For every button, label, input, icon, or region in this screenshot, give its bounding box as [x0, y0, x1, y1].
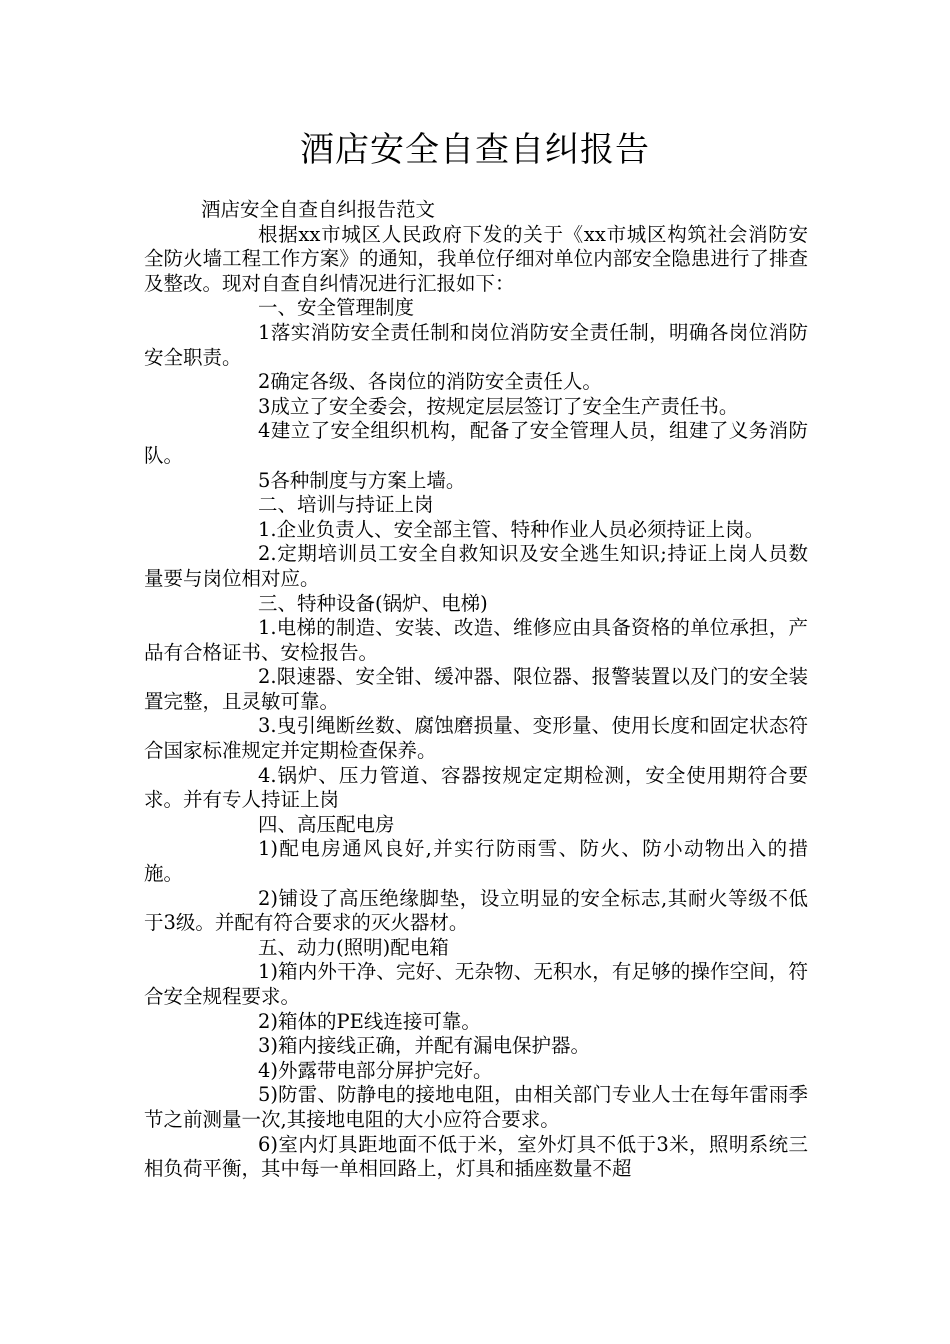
paragraph-item: 1.电梯的制造、安装、改造、维修应由具备资格的单位承担，产品有合格证书、安检报告。 — [144, 616, 808, 664]
section-heading-1: 一、安全管理制度 — [258, 296, 415, 320]
paragraph-item: 4.锅炉、压力管道、容器按规定定期检测，安全使用期符合要求。并有专人持证上岗 — [144, 763, 808, 812]
paragraph-item: 3成立了安全委会，按规定层层签订了安全生产责任书。 — [258, 394, 739, 418]
paragraph-item: 5各种制度与方案上墙。 — [258, 468, 466, 492]
section-heading-2: 二、培训与持证上岗 — [258, 493, 434, 517]
paragraph-item: 2.限速器、安全钳、缓冲器、限位器、报警装置以及门的安全装置完整，且灵敏可靠。 — [144, 665, 808, 713]
paragraph-item: 1)配电房通风良好,并实行防雨雪、防火、防小动物出入的措施。 — [144, 837, 808, 886]
paragraph-item: 2.定期培训员工安全自救知识及安全逃生知识;持证上岗人员数量要与岗位相对应。 — [144, 542, 808, 590]
paragraph-item: 1落实消防安全责任制和岗位消防安全责任制，明确各岗位消防安全职责。 — [144, 320, 808, 369]
paragraph-item: 5)防雷、防静电的接地电阻，由相关部门专业人士在每年雷雨季节之前测量一次,其接地电阻的大小应符合要求。 — [144, 1083, 808, 1131]
paragraph-item: 1.企业负责人、安全部主管、特种作业人员必须持证上岗。 — [258, 517, 765, 541]
document-body — [144, 198, 808, 1182]
document-subtitle: 酒店安全自查自纠报告范文 — [201, 198, 436, 221]
section-heading-5: 五、动力(照明)配电箱 — [258, 935, 449, 959]
paragraph-item: 3.曳引绳断丝数、腐蚀磨损量、变形量、使用长度和固定状态符合国家标准规定并定期检查保养。 — [144, 714, 808, 763]
document-title: 酒店安全自查自纠报告 — [300, 130, 650, 170]
paragraph-intro: 根据xx市城区人民政府下发的关于《xx市城区构筑社会消防安全防火墙工程工作方案》的通知，我单位仔细对单位内部安全隐患进行了排查及整改。现对自查自纠情况进行汇报如下： — [144, 222, 808, 295]
paragraph-item: 4)外露带电部分屏护完好。 — [258, 1058, 493, 1082]
section-heading-3: 三、特种设备(锅炉、电梯) — [258, 591, 488, 615]
section-heading-4: 四、高压配电房 — [258, 812, 395, 836]
paragraph-item: 2)铺设了高压绝缘脚垫，设立明显的安全标志,其耐火等级不低于3级。并配有符合要求的灭火器材。 — [144, 886, 808, 935]
paragraph-item: 3)箱内接线正确，并配有漏电保护器。 — [258, 1034, 591, 1058]
paragraph-item: 6)室内灯具距地面不低于米，室外灯具不低于3米，照明系统三相负荷平衡，其中每一单相回路上，灯具和插座数量不超 — [144, 1132, 808, 1181]
paragraph-item: 4建立了安全组织机构，配备了安全管理人员，组建了义务消防队。 — [144, 419, 808, 467]
paragraph-item: 2确定各级、各岗位的消防安全责任人。 — [258, 370, 602, 394]
paragraph-item: 2)箱体的PE线连接可靠。 — [258, 1009, 481, 1033]
paragraph-item: 1)箱内外干净、完好、无杂物、无积水，有足够的操作空间，符合安全规程要求。 — [144, 960, 808, 1008]
